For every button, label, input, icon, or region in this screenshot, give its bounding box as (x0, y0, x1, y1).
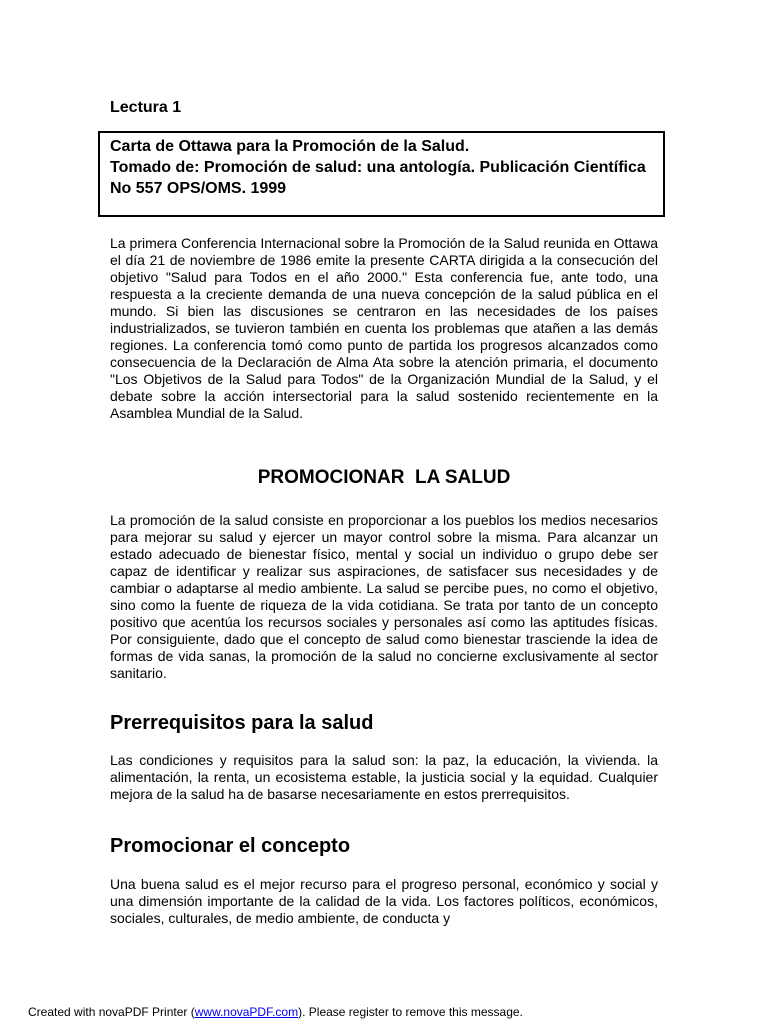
title-box (98, 131, 665, 217)
title-line-2: Tomado de: Promoción de salud: una antología. Publicación Científica No 557 OPS/OMS. 1999 (110, 159, 646, 197)
footer-suffix: ). Please register to remove this message. (298, 1005, 523, 1019)
novapdf-footer (28, 1005, 523, 1020)
heading-prerrequisitos: Prerrequisitos para la salud (110, 712, 374, 734)
novapdf-link[interactable]: www.novaPDF.com (194, 1005, 299, 1019)
lectura-label: Lectura 1 (110, 99, 182, 116)
prerrequisitos-paragraph: Las condiciones y requisitos para la salud son: la paz, la educación, la vivienda. la alimentación, la renta, un ecosistema estable, la justicia social y la equidad. Cualquier mejora de la salud ha de basarse necesariamente en estos prerrequisitos. (110, 752, 658, 802)
title-line-1: Carta de Ottawa para la Promoción de la Salud. (110, 138, 470, 155)
heading-promocionar-la-salud: PROMOCIONAR LA SALUD (257, 467, 511, 488)
intro-paragraph: La primera Conferencia Internacional sobre la Promoción de la Salud reunida en Ottawa el día 21 de noviembre de 1986 emite la presente CARTA dirigida a la consecución del objetivo "Salud para Todos en el año 2000." Esta conferencia fue, ante todo, una respuesta a la creciente demanda de una nueva concepción de la salud pública en el mundo. Si bien las discusiones se centraron en las necesidades de los países industrializados, se tuvieron también en cuenta los problemas que atañen a las demás regiones. La conferencia tomó como punto de partida los progresos alcanzados como consecuencia de la Declaración de Alma Ata sobre la atención primaria, el documento "Los Objetivos de la Salud para Todos" de la Organización Mundial de la Salud, y el debate sobre la acción intersectorial para la salud sostenido recientemente en la Asamblea Mundial de la Salud. (110, 235, 658, 421)
promocion-paragraph: La promoción de la salud consiste en proporcionar a los pueblos los medios necesarios para mejorar su salud y ejercer un mayor control sobre la misma. Para alcanzar un estado adecuado de bienestar físico, mental y social un individuo o grupo debe ser capaz de identificar y realizar sus aspiraciones, de satisfacer sus necesidades y de cambiar o adaptarse al medio ambiente. La salud se percibe pues, no como el objetivo, sino como la fuente de riqueza de la vida cotidiana. Se trata por tanto de un concepto positivo que acentúa los recursos sociales y personales así como las aptitudes físicas. Por consiguiente, dado que el concepto de salud como bienestar trasciende la idea de formas de vida sanas, la promoción de la salud no concierne exclusivamente al sector sanitario. (110, 512, 658, 681)
concepto-paragraph: Una buena salud es el mejor recurso para el progreso personal, económico y social y una dimensión importante de la calidad de la vida. Los factores políticos, económicos, sociales, culturales, de medio ambiente, de conducta y (110, 876, 658, 926)
heading-promocionar-el-concepto: Promocionar el concepto (110, 835, 351, 857)
footer-prefix: Created with novaPDF Printer ( (28, 1005, 195, 1019)
